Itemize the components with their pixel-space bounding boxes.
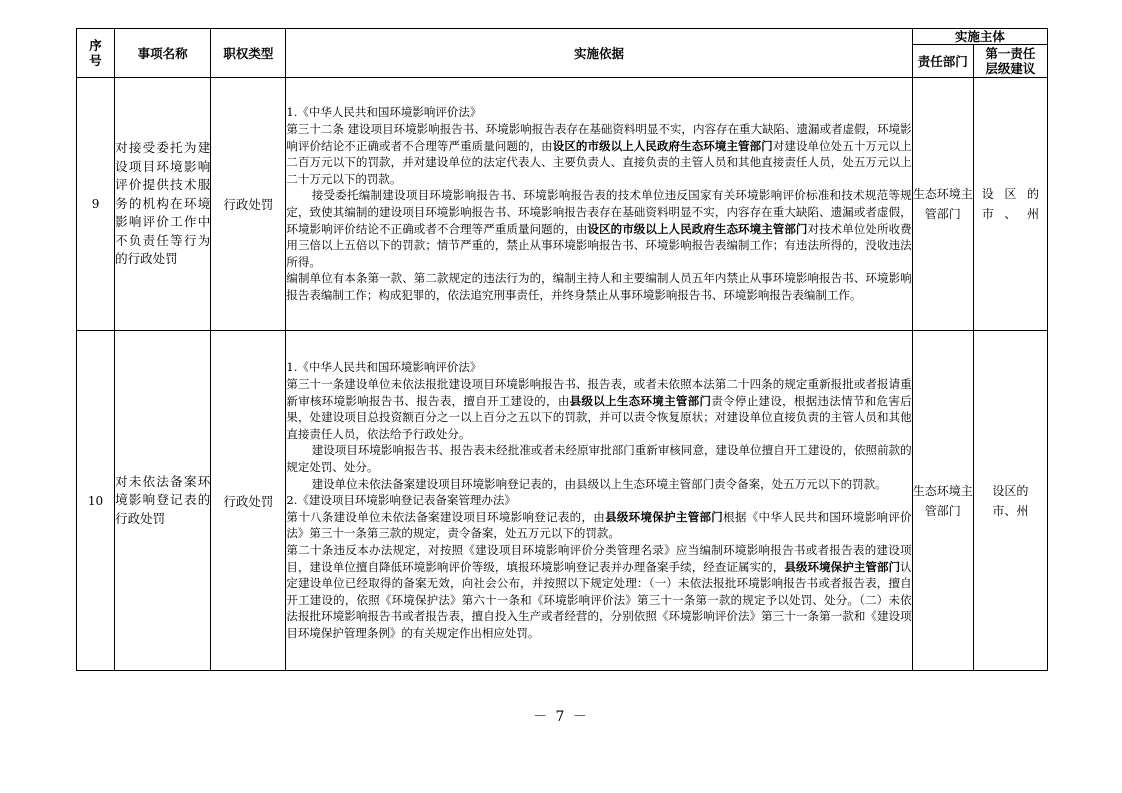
basis-authority: 设区的市级以上人民政府生态环境主管部门 [552, 138, 773, 153]
basis-authority: 县级以上生态环境主管部门 [569, 393, 712, 408]
basis-text: 建设项目环境影响报告书、报告表未经批准或者未经原审批部门重新审核同意，建设单位擅自开工建设的，依照前款的规定处罚、处分。 [286, 443, 912, 475]
row-legal-basis [286, 78, 912, 331]
header-basis [286, 29, 912, 78]
basis-text: 认定建设单位已经取得的备案无效，向社会公布，并按照以下规定处理：（一）未依法报批环境影响报告书或者报告表，擅自开工建设的，依照《环境保护法》第六十一条和《环境影响评价法》第三十一条第一款的规定予以处罚、处分。（二）未依法报批环境影响报告书或者报告表，擅自投入生产或者经营的，分别依照《环境影响评价法》第三十一条第一款和《建设项目环境保护管理条例》的有关规定作出相应处罚。 [286, 559, 912, 640]
basis-text: 第十八条建设单位未依法备案建设项目环境影响登记表的，由 [286, 509, 606, 524]
page-number: － 7 － [533, 709, 589, 725]
row-item-name: 对接受委托为建设项目环境影响评价提供技术服务的机构在环境影响评价工作中不负责任等行为的行政处罚 [115, 78, 211, 331]
row-power-type: 行政处罚 [211, 331, 286, 671]
basis-text: 责令停止建设，根据违法情节和危害后果，处建设项目总投资额百分之一以上百分之五以下的罚款，并可以责令恢复原状；对建设单位直接负责的主管人员和其他直接责任人员，依法给予行政处分。 [286, 393, 912, 441]
row-responsible-dept: 生态环境主管部门 [912, 331, 973, 671]
basis-text: 第二十条违反本办法规定，对按照《建设项目环境影响评价分类管理名录》应当编制环境影响报告书或者报告表的建设项目，建设单位擅自降低环境影响评价等级，填报环境影响登记表并办理备案手续，经查证属实的， [286, 542, 912, 574]
header-level [973, 45, 1047, 78]
basis-authority: 设区的市级以上人民政府生态环境主管部门 [587, 221, 808, 236]
basis-text: 1.《中华人民共和国环境影响评价法》 [286, 360, 482, 375]
header-subject-label: 实施主体 [954, 29, 1005, 44]
basis-paragraph [286, 509, 911, 542]
basis-paragraph [286, 359, 911, 376]
header-basis-label: 实施依据 [574, 45, 625, 61]
header-no [77, 29, 115, 78]
row-no: 10 [77, 331, 115, 671]
basis-authority: 县级环境保护主管部门 [784, 559, 901, 574]
basis-paragraph [286, 104, 911, 121]
table-row [77, 78, 1048, 331]
header-type [211, 29, 286, 78]
basis-text: 1.《中华人民共和国环境影响评价法》 [286, 105, 482, 120]
basis-paragraph [286, 492, 911, 509]
basis-text: 2.《建设项目环境影响登记表备案管理办法》 [286, 493, 516, 508]
basis-text: 编制单位有本条第一款、第二款规定的违法行为的，编制主持人和主要编制人员五年内禁止从事环境影响报告书、环境影响报告表编制工作；构成犯罪的，依法追究刑事责任，并终身禁止从事环境影响报告书、环境影响报告表编制工作。 [286, 271, 912, 302]
basis-paragraph [286, 270, 911, 303]
basis-text: 对建设单位处五十万元以上二百万元以下的罚款，并对建设单位的法定代表人、主要负责人、直接负责的主管人员和其他直接责任人员，处五万元以上二十万元以下的罚款。 [286, 138, 912, 186]
row-responsible-dept: 生态环境主管部门 [912, 78, 973, 331]
row-power-type: 行政处罚 [211, 78, 286, 331]
header-type-label: 职权类型 [223, 45, 274, 61]
header-dept [912, 45, 973, 78]
enforcement-table [76, 28, 1048, 671]
basis-text: 建设单位未依法备案建设项目环境影响登记表的，由县级以上生态环境主管部门责令备案，处五万元以下的罚款。 [311, 476, 887, 491]
header-level-label: 第一责任层级建议 [985, 46, 1036, 76]
basis-paragraph [286, 442, 911, 475]
basis-authority: 县级环境保护主管部门 [605, 509, 724, 524]
header-row [77, 29, 1048, 45]
basis-paragraph [286, 376, 911, 442]
basis-text: 第三十一条建设单位未依法报批建设项目环境影响报告书、报告表，或者未依照本法第二十四条的规定重新报批或者报请重新审核环境影响报告书、报告表，擅自开工建设的，由 [286, 377, 912, 408]
basis-paragraph [286, 187, 911, 270]
header-subject [912, 29, 1047, 45]
row-first-level: 设区的市、州 [973, 331, 1047, 671]
row-first-level: 设区的市、州 [973, 78, 1047, 331]
header-dept-label: 责任部门 [917, 53, 968, 69]
header-no-label: 序号 [89, 38, 102, 68]
row-item-name: 对未依法备案环境影响登记表的行政处罚 [115, 331, 211, 671]
basis-text: 对技术单位处所收费用三倍以上五倍以下的罚款；情节严重的，禁止从事环境影响报告书、环境影响报告表编制工作；有违法所得的，没收违法所得。 [286, 221, 912, 269]
table-row [77, 331, 1048, 671]
row-legal-basis [286, 331, 912, 671]
row-no: 9 [77, 78, 115, 331]
basis-text: 接受委托编制建设项目环境影响报告书、环境影响报告表的技术单位违反国家有关环境影响评价标准和技术规范等规定，致使其编制的建设项目环境影响报告书、环境影响报告表存在基础资料明显不实，内容存在重大缺陷、遗漏或者虚假，环境影响评价结论不正确或者不合理等严重质量问题的，由 [286, 188, 912, 236]
basis-text: 第三十二条 建设项目环境影响报告书、环境影响报告表存在基础资料明显不实，内容存在重大缺陷、遗漏或者虚假，环境影响评价结论不正确或者不合理等严重质量问题的，由 [286, 122, 912, 153]
basis-paragraph [286, 121, 911, 187]
basis-text: 根据《中华人民共和国环境影响评价法》第三十一条第三款的规定，责令备案，处五万元以下的罚款。 [286, 509, 912, 541]
basis-paragraph [286, 476, 911, 493]
header-name-label: 事项名称 [137, 45, 188, 61]
basis-paragraph [286, 542, 911, 642]
header-name [115, 29, 211, 78]
